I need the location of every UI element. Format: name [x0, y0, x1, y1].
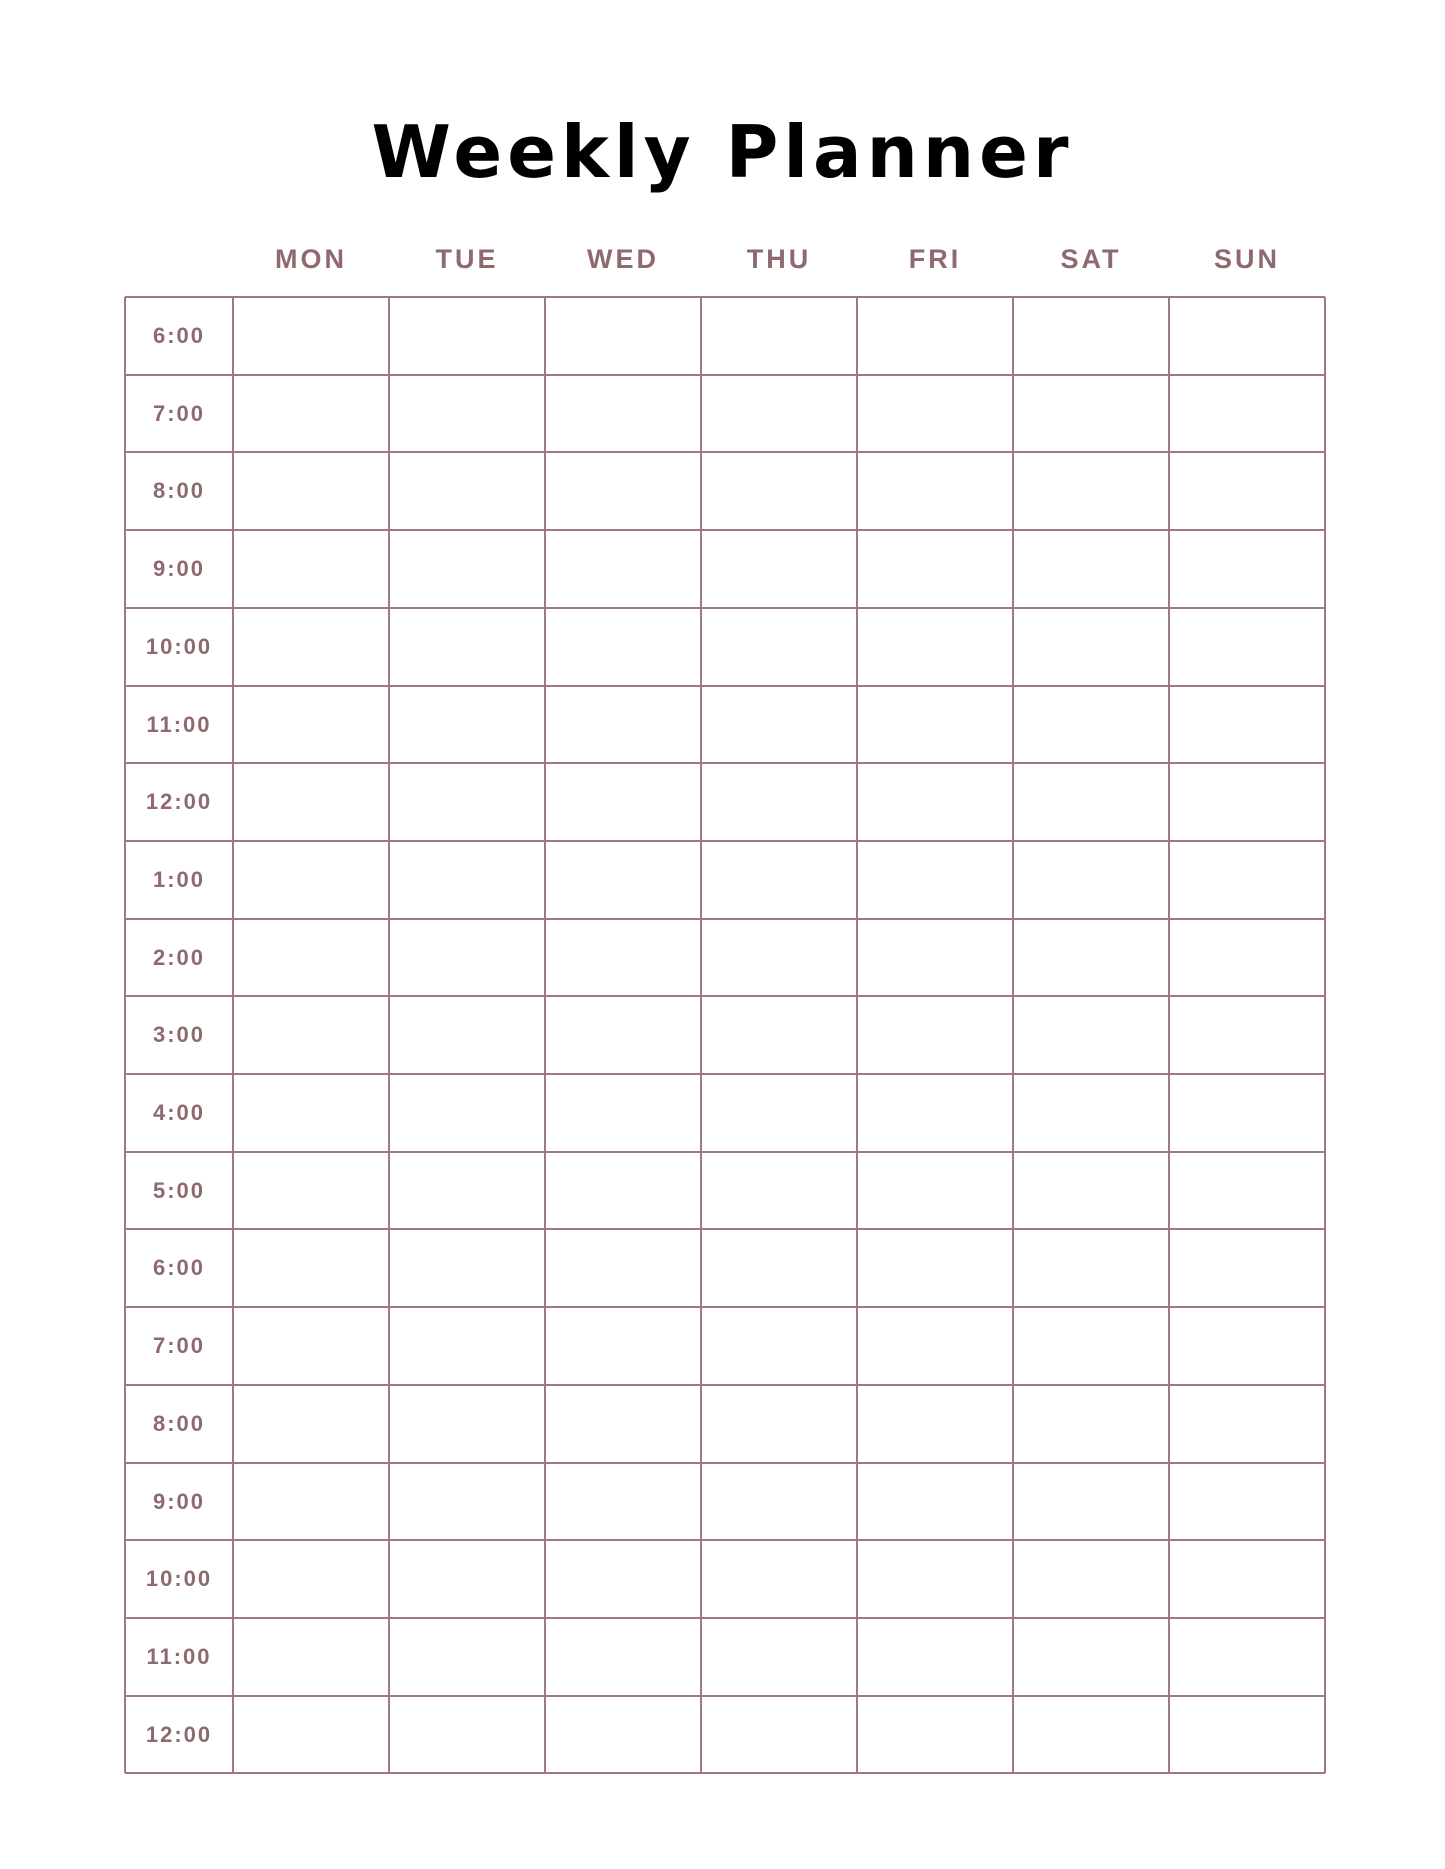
page-title: Weekly Planner [371, 110, 1074, 194]
planner-cell-mon[interactable] [234, 1075, 388, 1151]
planner-cell-mon[interactable] [234, 1697, 388, 1773]
time-label: 9:00 [152, 556, 206, 582]
planner-cell-sun[interactable] [1170, 1386, 1324, 1462]
planner-cell-wed[interactable] [546, 1230, 700, 1306]
planner-cell-fri[interactable] [858, 453, 1012, 529]
planner-cell-wed[interactable] [546, 1541, 700, 1617]
time-label: 6:00 [152, 323, 206, 348]
planner-cell-wed[interactable] [546, 842, 700, 918]
time-label: 11:00 [146, 1643, 212, 1669]
planner-cell-mon[interactable] [234, 609, 388, 685]
planner-cell-fri[interactable] [858, 376, 1012, 452]
planner-cell-fri[interactable] [858, 687, 1012, 763]
planner-cell-sun[interactable] [1170, 764, 1324, 840]
planner-cell-fri[interactable] [858, 764, 1012, 840]
planner-cell-thu[interactable] [702, 687, 856, 763]
planner-cell-wed[interactable] [546, 1075, 700, 1151]
planner-cell-mon[interactable] [234, 1619, 388, 1695]
planner-cell-sat[interactable] [1014, 1386, 1168, 1462]
planner-cell-fri[interactable] [858, 1464, 1012, 1540]
planner-cell-sat[interactable] [1014, 920, 1168, 996]
planner-cell-sat[interactable] [1014, 1619, 1168, 1695]
planner-cell-thu[interactable] [702, 298, 856, 374]
planner-cell-tue[interactable] [390, 376, 544, 452]
planner-cell-tue[interactable] [390, 1230, 544, 1306]
time-label: 12:00 [145, 1721, 213, 1747]
planner-cell-tue[interactable] [390, 1308, 544, 1384]
planner-cell-thu[interactable] [702, 1153, 856, 1229]
planner-cell-sat[interactable] [1014, 764, 1168, 840]
planner-cell-wed[interactable] [546, 764, 700, 840]
time-label: 9:00 [152, 1488, 206, 1514]
planner-cell-fri[interactable] [858, 920, 1012, 996]
planner-cell-mon[interactable] [234, 1230, 388, 1306]
planner-cell-thu[interactable] [702, 842, 856, 918]
time-label: 3:00 [152, 1022, 206, 1048]
planner-cell-tue[interactable] [390, 1153, 544, 1229]
planner-cell-fri[interactable] [858, 1153, 1012, 1229]
planner-cell-thu[interactable] [702, 1619, 856, 1695]
planner-cell-thu[interactable] [702, 1386, 856, 1462]
planner-cell-mon[interactable] [234, 1386, 388, 1462]
planner-cell-fri[interactable] [858, 1697, 1012, 1773]
planner-cell-tue[interactable] [390, 1619, 544, 1695]
time-label: 8:00 [152, 1410, 206, 1436]
planner-cell-fri[interactable] [858, 609, 1012, 685]
planner-cell-mon[interactable] [234, 531, 388, 607]
planner-cell-sat[interactable] [1014, 1308, 1168, 1384]
planner-cell-sat[interactable] [1014, 376, 1168, 452]
day-header-fri: FRI [908, 244, 962, 274]
planner-cell-mon[interactable] [234, 453, 388, 529]
time-label: 7:00 [152, 1333, 206, 1359]
planner-cell-wed[interactable] [546, 1153, 700, 1229]
planner-cell-mon[interactable] [234, 1541, 388, 1617]
time-label: 10:00 [145, 633, 213, 659]
planner-cell-sat[interactable] [1014, 1464, 1168, 1540]
planner-cell-sun[interactable] [1170, 1153, 1324, 1229]
time-label: 2:00 [152, 944, 206, 970]
planner-cell-sun[interactable] [1170, 376, 1324, 452]
planner-cell-sat[interactable] [1014, 1153, 1168, 1229]
planner-cell-tue[interactable] [390, 298, 544, 374]
planner-cell-sat[interactable] [1014, 1075, 1168, 1151]
day-header-tue: TUE [435, 244, 499, 274]
planner-cell-tue[interactable] [390, 842, 544, 918]
planner-cell-wed[interactable] [546, 687, 700, 763]
planner-cell-fri[interactable] [858, 1386, 1012, 1462]
planner-cell-mon[interactable] [234, 1153, 388, 1229]
planner-cell-fri[interactable] [858, 1619, 1012, 1695]
planner-cell-thu[interactable] [702, 376, 856, 452]
planner-grid [125, 297, 1325, 1773]
planner-cell-sun[interactable] [1170, 1541, 1324, 1617]
planner-cell-sun[interactable] [1170, 997, 1324, 1073]
planner-cell-thu[interactable] [702, 1541, 856, 1617]
time-label: 6:00 [152, 1255, 206, 1281]
planner-cell-mon[interactable] [234, 376, 388, 452]
day-header-wed: WED [587, 244, 659, 274]
planner-cell-mon[interactable] [234, 842, 388, 918]
planner-cell-sat[interactable] [1014, 687, 1168, 763]
time-label: 4:00 [152, 1100, 206, 1125]
planner-cell-mon[interactable] [234, 298, 388, 374]
planner-cell-wed[interactable] [546, 997, 700, 1073]
planner-cell-sun[interactable] [1170, 1075, 1324, 1151]
planner-cell-wed[interactable] [546, 376, 700, 452]
planner-cell-tue[interactable] [390, 609, 544, 685]
planner-cell-tue[interactable] [390, 920, 544, 996]
time-label: 12:00 [145, 789, 213, 815]
planner-cell-sun[interactable] [1170, 842, 1324, 918]
planner-cell-wed[interactable] [546, 1619, 700, 1695]
planner-cell-tue[interactable] [390, 1541, 544, 1617]
planner-cell-sun[interactable] [1170, 531, 1324, 607]
planner-cell-wed[interactable] [546, 609, 700, 685]
planner-cell-fri[interactable] [858, 531, 1012, 607]
planner-cell-wed[interactable] [546, 531, 700, 607]
planner-cell-fri[interactable] [858, 842, 1012, 918]
planner-cell-thu[interactable] [702, 997, 856, 1073]
planner-cell-sat[interactable] [1014, 531, 1168, 607]
time-label: 1:00 [152, 866, 206, 892]
planner-cell-sun[interactable] [1170, 920, 1324, 996]
planner-cell-sat[interactable] [1014, 1697, 1168, 1773]
planner-cell-fri[interactable] [858, 1308, 1012, 1384]
planner-cell-mon[interactable] [234, 687, 388, 763]
planner-cell-mon[interactable] [234, 997, 388, 1073]
planner-cell-mon[interactable] [234, 920, 388, 996]
planner-cell-thu[interactable] [702, 1308, 856, 1384]
planner-cell-wed[interactable] [546, 298, 700, 374]
planner-cell-thu[interactable] [702, 764, 856, 840]
planner-cell-thu[interactable] [702, 1230, 856, 1306]
planner-cell-fri[interactable] [858, 1230, 1012, 1306]
time-label: 8:00 [152, 478, 206, 504]
planner-cell-tue[interactable] [390, 531, 544, 607]
planner-cell-fri[interactable] [858, 1075, 1012, 1151]
grid-column-line [1324, 297, 1326, 1773]
planner-cell-wed[interactable] [546, 1697, 700, 1773]
planner-cell-sun[interactable] [1170, 1464, 1324, 1540]
planner-cell-tue[interactable] [390, 1464, 544, 1540]
planner-cell-fri[interactable] [858, 1541, 1012, 1617]
planner-cell-sun[interactable] [1170, 1697, 1324, 1773]
planner-cell-sun[interactable] [1170, 609, 1324, 685]
planner-cell-thu[interactable] [702, 531, 856, 607]
time-label: 5:00 [152, 1177, 206, 1203]
time-label: 11:00 [146, 711, 212, 737]
planner-cell-wed[interactable] [546, 1386, 700, 1462]
planner-cell-mon[interactable] [234, 1308, 388, 1384]
planner-cell-sat[interactable] [1014, 609, 1168, 685]
planner-cell-wed[interactable] [546, 1464, 700, 1540]
planner-cell-sun[interactable] [1170, 453, 1324, 529]
grid-row-line [125, 1772, 1325, 1774]
planner-cell-tue[interactable] [390, 997, 544, 1073]
planner-cell-mon[interactable] [234, 764, 388, 840]
planner-cell-thu[interactable] [702, 920, 856, 996]
planner-cell-sun[interactable] [1170, 1308, 1324, 1384]
day-header-sun: SUN [1213, 244, 1280, 274]
planner-cell-mon[interactable] [234, 1464, 388, 1540]
planner-cell-tue[interactable] [390, 1697, 544, 1773]
time-label: 7:00 [152, 400, 206, 426]
planner-cell-sat[interactable] [1014, 1230, 1168, 1306]
planner-cell-sat[interactable] [1014, 298, 1168, 374]
planner-cell-thu[interactable] [702, 609, 856, 685]
planner-cell-thu[interactable] [702, 453, 856, 529]
planner-cell-fri[interactable] [858, 298, 1012, 374]
planner-cell-sat[interactable] [1014, 842, 1168, 918]
planner-cell-wed[interactable] [546, 453, 700, 529]
day-header-sat: SAT [1060, 244, 1122, 274]
planner-cell-tue[interactable] [390, 453, 544, 529]
day-header-mon: MON [275, 244, 347, 274]
time-label: 10:00 [145, 1566, 213, 1592]
planner-cell-tue[interactable] [390, 1075, 544, 1151]
planner-cell-sun[interactable] [1170, 687, 1324, 763]
day-header-thu: THU [746, 244, 812, 274]
planner-cell-thu[interactable] [702, 1697, 856, 1773]
planner-cell-tue[interactable] [390, 1386, 544, 1462]
planner-cell-tue[interactable] [390, 764, 544, 840]
planner-cell-fri[interactable] [858, 997, 1012, 1073]
planner-cell-wed[interactable] [546, 920, 700, 996]
planner-cell-thu[interactable] [702, 1075, 856, 1151]
planner-cell-sun[interactable] [1170, 298, 1324, 374]
planner-cell-tue[interactable] [390, 687, 544, 763]
planner-cell-sat[interactable] [1014, 997, 1168, 1073]
planner-cell-sun[interactable] [1170, 1619, 1324, 1695]
planner-cell-sat[interactable] [1014, 1541, 1168, 1617]
planner-cell-wed[interactable] [546, 1308, 700, 1384]
planner-cell-thu[interactable] [702, 1464, 856, 1540]
planner-cell-sun[interactable] [1170, 1230, 1324, 1306]
planner-cell-sat[interactable] [1014, 453, 1168, 529]
